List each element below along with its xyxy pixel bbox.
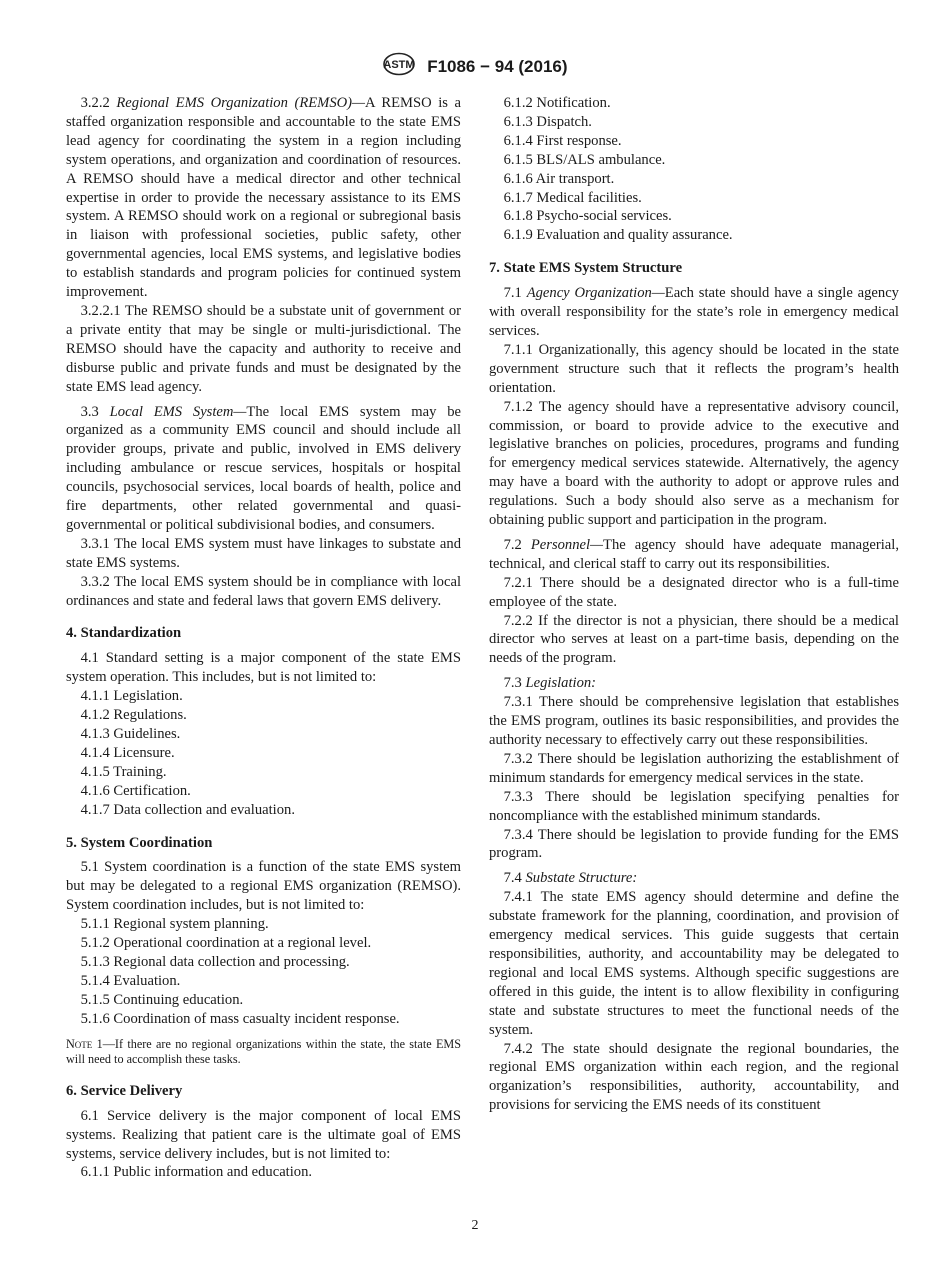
list-item: 4.1.6 Certification. — [80, 782, 191, 799]
list-item: 6.1.2 Notification. — [503, 95, 611, 111]
para-5-1: 5.1 System coordination is a function of the state EMS system but may be delegated to a regional EMS organization (REMSO). System coordination includes, but is not limited to: — [66, 859, 461, 914]
astm-logo-text: ASTM — [383, 59, 416, 71]
left-column — [66, 94, 461, 1182]
list-item: 6.1.6 Air transport. — [503, 170, 615, 187]
para-7-4: 7.4 Substate Structure: — [503, 870, 638, 887]
list-item: 6.1.5 BLS/ALS ambulance. — [503, 151, 666, 168]
list-item: 6.1.1 Public information and education. — [80, 1164, 313, 1181]
para-7-2: 7.2 Personnel—The agency should have adequate managerial, technical, and clerical staff to carry out its responsibilities. — [489, 536, 899, 572]
astm-logo-icon — [382, 52, 416, 82]
para-7-2-1: 7.2.1 There should be a designated director who is a full-time employee of the state. — [489, 574, 899, 610]
para-6-1: 6.1 Service delivery is the major component of local EMS systems. Realizing that patient care is the ultimate goal of EMS systems, service delivery includes, but is not limited to: — [66, 1107, 461, 1162]
list-item: 4.1.5 Training. — [80, 763, 167, 780]
para-7-2-2: 7.2.2 If the director is not a physician, there should be a medical director who serves at least on a part-time basis, depending on the needs of the program. — [489, 612, 899, 667]
list-item: 5.1.6 Coordination of mass casualty incident response. — [80, 1010, 400, 1027]
list-item: 5.1.3 Regional data collection and processing. — [80, 953, 350, 970]
para-7-1-2: 7.1.2 The agency should have a representative advisory council, commission, or board to provide advice to the executive and legislative branches on policies, procedures, programs and funding for emergency medical services statewide. Alternatively, the agency may have a board with the authority to adopt or approve rules and regulations. Such a body should also serve as a mechanism for obtaining public support and participation in the program. — [489, 398, 899, 529]
list-4 — [66, 687, 461, 819]
list-item: 6.1.9 Evaluation and quality assurance. — [503, 227, 733, 244]
list-item: 4.1.3 Guidelines. — [80, 726, 181, 742]
list-item: 5.1.4 Evaluation. — [80, 972, 181, 989]
list-item: 4.1.4 Licensure. — [80, 744, 175, 761]
note-1: Note 1—If there are no regional organizations within the state, the state EMS will need to accomplish these tasks. — [66, 1036, 462, 1067]
list-item: 5.1.5 Continuing education. — [80, 991, 244, 1008]
page-header — [0, 52, 950, 82]
para-3-3: 3.3 Local EMS System—The local EMS system may be organized as a community EMS council and should include all provider groups, private and public, involved in EMS delivery including ambulance or rescue services, hospitals or hospital councils, psychosocial services, local boards of health, police and fire departments, other related governmental and quasi-governmental or political subdivisional bodies, and consumers. — [66, 403, 461, 533]
list-item: 5.1.2 Operational coordination at a regional level. — [80, 935, 372, 952]
list-item: 4.1.2 Regulations. — [80, 707, 187, 724]
para-3-2-2: 3.2.2 Regional EMS Organization (REMSO)—A REMSO is a staffed organization responsible and accountable to the state EMS lead agency for coordinating the system in a region including system operations, and organization and coordination of resources. A REMSO should have a medical director and other technical expertise in order to provide the necessary assistance to its EMS system. A REMSO should work on a regional or subregional basis in liaison with professional societies, public safety, other governmental agencies, local EMS systems, and legislative bodies to establish standards and program policies for continued system improvement. — [66, 95, 461, 301]
para-3-3-2: 3.3.2 The local EMS system should be in compliance with local ordinances and state and federal laws that govern EMS delivery. — [66, 573, 461, 609]
list-5 — [66, 915, 461, 1028]
para-7-4-2: 7.4.2 The state should designate the regional boundaries, the regional EMS organization within each region, and the regional organization’s responsibilities, authority, accountability, and provisions for servicing the EMS needs of its constituent — [489, 1040, 899, 1114]
para-7-3-4: 7.3.4 There should be legislation to provide funding for the EMS program. — [489, 826, 899, 862]
right-column — [489, 94, 899, 1115]
document-id: F1086 − 94 (2016) — [427, 57, 568, 76]
para-7-4-1: 7.4.1 The state EMS agency should determine and define the substate framework for the planning, coordination, and provision of emergency medical services. This guide suggests that certain responsibilities, authority, and accountability may be delegated to regional and local EMS systems. Although specific suggestions are offered in this guide, the intent is to allow flexibility in configuring state and substate structures to meet the functional needs of the system. — [489, 889, 899, 1038]
para-7-3: 7.3 Legislation: — [503, 675, 597, 692]
para-7-3-3: 7.3.3 There should be legislation specifying penalties for noncompliance with the established minimum standards. — [489, 788, 899, 824]
page-number: 2 — [471, 1218, 479, 1233]
list-item: 6.1.4 First response. — [503, 132, 622, 149]
list-item: 6.1.8 Psycho-social services. — [503, 208, 672, 225]
para-7-1-1: 7.1.1 Organizationally, this agency should be located in the state government structure such that it reflects the program’s health orientation. — [489, 341, 899, 396]
list-6 — [489, 94, 899, 245]
list-item: 5.1.1 Regional system planning. — [80, 916, 269, 933]
list-item: 4.1.7 Data collection and evaluation. — [80, 801, 295, 818]
para-3-2-2-1: 3.2.2.1 The REMSO should be a substate unit of government or a private entity that may be single or multi-jurisdictional. The REMSO should have the capacity and authority to receive and disburse public and private funds and must be designated by the state EMS lead agency. — [66, 302, 461, 395]
para-3-3-1: 3.3.1 The local EMS system must have linkages to substate and state EMS systems. — [66, 535, 461, 571]
para-7-3-1: 7.3.1 There should be comprehensive legislation that establishes the EMS program, outlines its basic responsibilities, and provides the authority necessary to effectively carry out these responsibilities. — [489, 694, 899, 748]
para-7-3-2: 7.3.2 There should be legislation authorizing the establishment of minimum standards for emergency medical services in the state. — [489, 750, 899, 786]
para-4-1: 4.1 Standard setting is a major component of the state EMS system operation. This includes, but is not limited to: — [66, 650, 461, 686]
heading-5: 5. System Coordination — [66, 834, 213, 851]
heading-6: 6. Service Delivery — [66, 1082, 183, 1099]
list-item: 4.1.1 Legislation. — [80, 688, 183, 705]
heading-7: 7. State EMS System Structure — [489, 260, 683, 277]
heading-4: 4. Standardization — [66, 625, 182, 642]
para-7-1: 7.1 Agency Organization—Each state should have a single agency with overall responsibility for the state’s role in emergency medical services. — [489, 285, 899, 339]
list-item: 6.1.3 Dispatch. — [503, 113, 592, 130]
list-item: 6.1.7 Medical facilities. — [503, 189, 642, 206]
